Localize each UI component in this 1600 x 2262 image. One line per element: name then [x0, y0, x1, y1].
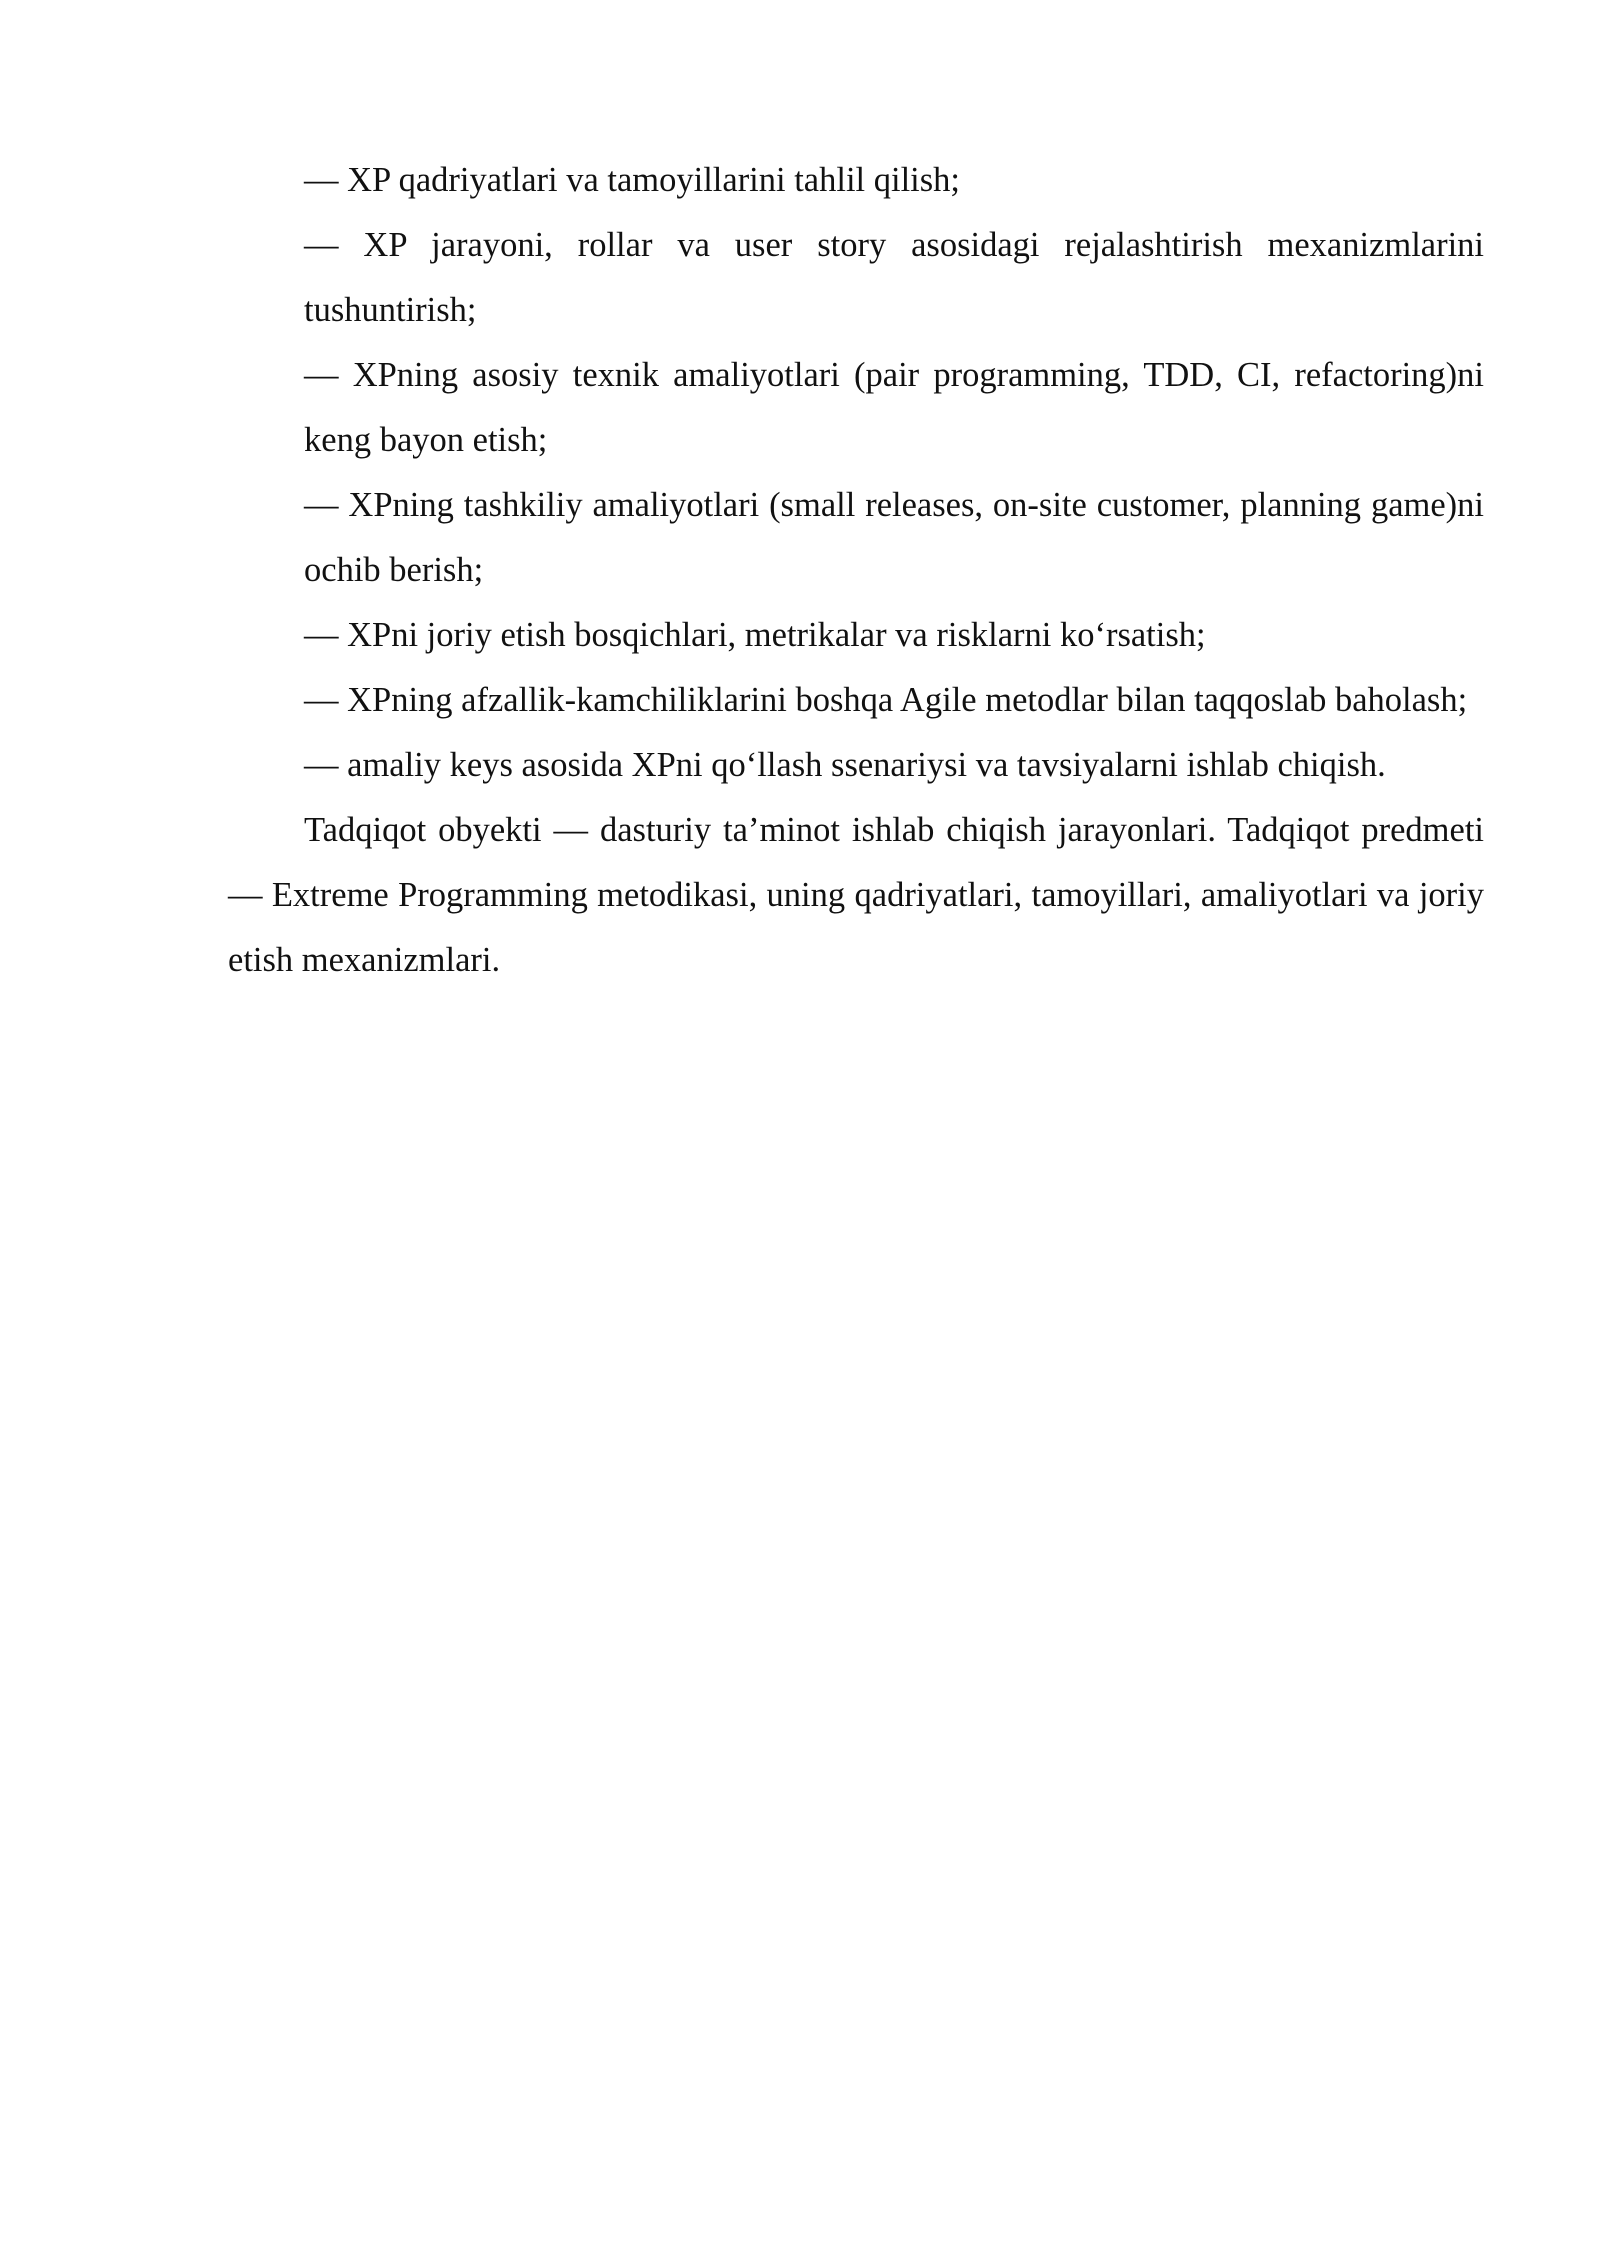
list-item: [304, 148, 1484, 213]
list-item: [304, 603, 1484, 668]
list-item: [304, 343, 1484, 473]
dash-marker: —: [304, 356, 339, 394]
dash-marker: —: [304, 616, 339, 654]
list-item-text: XP qadriyatlari va tamoyillarini tahlil qilish;: [347, 161, 961, 199]
dash-marker: —: [304, 226, 339, 264]
dash-marker: —: [304, 486, 339, 524]
list-item-text: XP jarayoni, rollar va user story asosidagi rejalashtirish mexanizmlarini tushuntirish;: [304, 226, 1485, 329]
list-item: [304, 473, 1484, 603]
body-paragraph: Tadqiqot obyekti — dasturiy ta’minot ishlab chiqish jarayonlari. Tadqiqot predmeti — Extreme Programming metodikasi, uning qadriyatlari, tamoyillari, amaliyotlari va joriy etish mexanizmlari.: [228, 811, 1484, 979]
list-item-text: XPning tashkiliy amaliyotlari (small releases, on-site customer, planning game)ni ochib berish;: [304, 486, 1484, 589]
list-item-text: amaliy keys asosida XPni qo‘llash ssenariysi va tavsiyalarni ishlab chiqish.: [347, 746, 1386, 784]
list-item: [304, 733, 1484, 798]
list-item: [304, 213, 1484, 343]
list-item-text: XPning asosiy texnik amaliyotlari (pair programming, TDD, CI, refactoring)ni keng bayon etish;: [304, 356, 1484, 459]
list-item-text: XPning afzallik-kamchiliklarini boshqa Agile metodlar bilan taqqoslab baholash;: [347, 681, 1468, 719]
list-item: [304, 668, 1484, 733]
page-content: [228, 148, 1484, 993]
dash-marker: —: [304, 681, 339, 719]
dash-marker: —: [304, 746, 339, 784]
dash-marker: —: [304, 161, 339, 199]
list-item-text: XPni joriy etish bosqichlari, metrikalar va risklarni ko‘rsatish;: [347, 616, 1206, 654]
